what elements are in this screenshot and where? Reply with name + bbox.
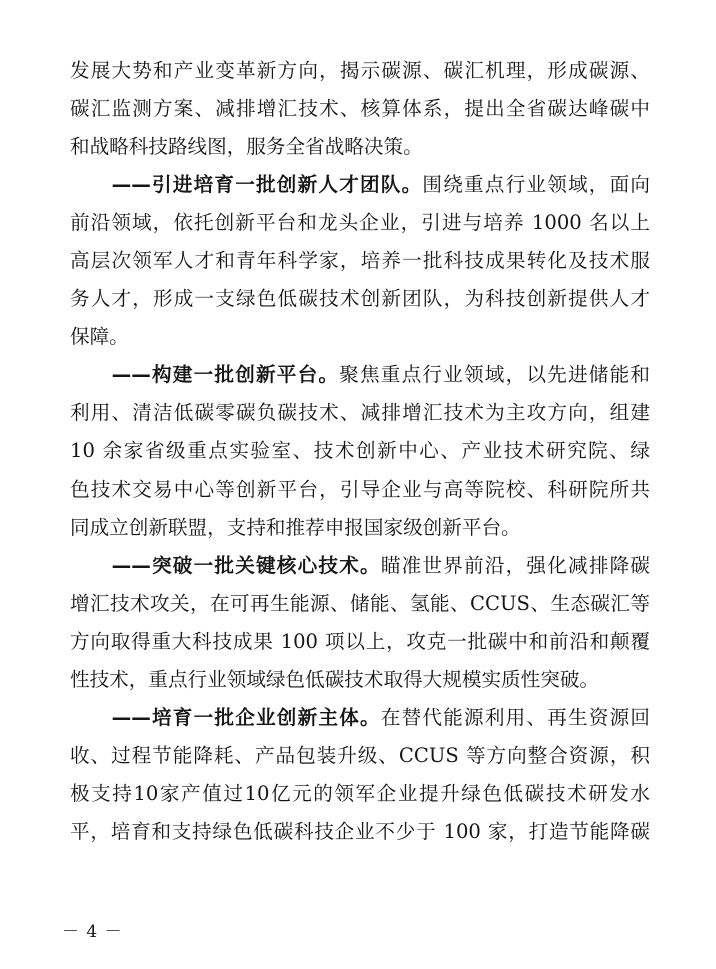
line-text: 方向取得重大科技成果 100 项以上，攻克一批碳中和前沿和颠覆 [70, 629, 650, 653]
text-line [70, 204, 650, 242]
line-text: 保障。 [70, 325, 129, 349]
text-line [70, 775, 650, 813]
line-text: 平，培育和支持绿色低碳科技企业不少于 100 家，打造节能降碳 [70, 819, 650, 843]
text-line [70, 471, 650, 509]
text-line [70, 661, 650, 699]
line-text: 增汇技术攻关，在可再生能源、储能、氢能、CCUS、生态碳汇等 [70, 591, 650, 615]
line-text: 极支持10家产值过10亿元的领军企业提升绿色低碳技术研发水 [70, 781, 650, 805]
text-line [70, 623, 650, 661]
text-line [70, 547, 650, 585]
text-line [70, 52, 650, 90]
text-line [70, 90, 650, 128]
line-text: 色技术交易中心等创新平台，引导企业与高等院校、科研院所共 [70, 477, 650, 501]
text-line [70, 166, 650, 204]
text-line [70, 394, 650, 432]
text-line [70, 128, 650, 166]
section-heading: ——培育一批企业创新主体。 [70, 705, 381, 729]
line-text: 10 余家省级重点实验室、技术创新中心、产业技术研究院、绿 [70, 439, 650, 463]
line-text: 高层次领军人才和青年科学家，培养一批科技成果转化及技术服 [70, 249, 650, 273]
section-heading: ——引进培育一批创新人才团队。 [70, 173, 423, 197]
text-line [70, 585, 650, 623]
line-text: 在替代能源利用、再生资源回 [380, 705, 651, 729]
line-text: 务人才，形成一支绿色低碳技术创新团队，为科技创新提供人才 [70, 287, 650, 311]
line-text: 碳汇监测方案、减排增汇技术、核算体系，提出全省碳达峰碳中 [70, 97, 650, 121]
line-text: 前沿领域，依托创新平台和龙头企业，引进与培养 1000 名以上 [70, 211, 650, 235]
line-text: 同成立创新联盟，支持和推荐申报国家级创新平台。 [70, 515, 521, 539]
text-line [70, 318, 650, 356]
text-line [70, 356, 650, 394]
text-line [70, 432, 650, 470]
page-number: － 4 － [62, 922, 123, 942]
section-heading: ——突破一批关键核心技术。 [70, 553, 381, 577]
line-text: 收、过程节能降耗、产品包装升级、CCUS 等方向整合资源，积 [70, 743, 650, 767]
section-heading: ——构建一批创新平台。 [70, 363, 340, 387]
line-text: 发展大势和产业变革新方向，揭示碳源、碳汇机理，形成碳源、 [70, 59, 650, 82]
text-line [70, 280, 650, 318]
line-text: 性技术，重点行业领域绿色低碳技术取得大规模实质性突破。 [70, 667, 600, 691]
line-text: 利用、清洁低碳零碳负碳技术、减排增汇技术为主攻方向，组建 [70, 401, 650, 425]
text-line [70, 813, 650, 851]
text-line [70, 737, 650, 775]
text-line [70, 242, 650, 280]
body-text [70, 52, 650, 851]
text-line [70, 699, 650, 737]
line-text: 和战略科技路线图，服务全省战略决策。 [70, 135, 423, 159]
line-text: 围绕重点行业领域，面向 [422, 173, 651, 197]
line-text: 聚焦重点行业领域，以先进储能和 [339, 363, 651, 387]
line-text: 瞄准世界前沿，强化减排降碳 [380, 553, 651, 577]
text-line [70, 509, 650, 547]
